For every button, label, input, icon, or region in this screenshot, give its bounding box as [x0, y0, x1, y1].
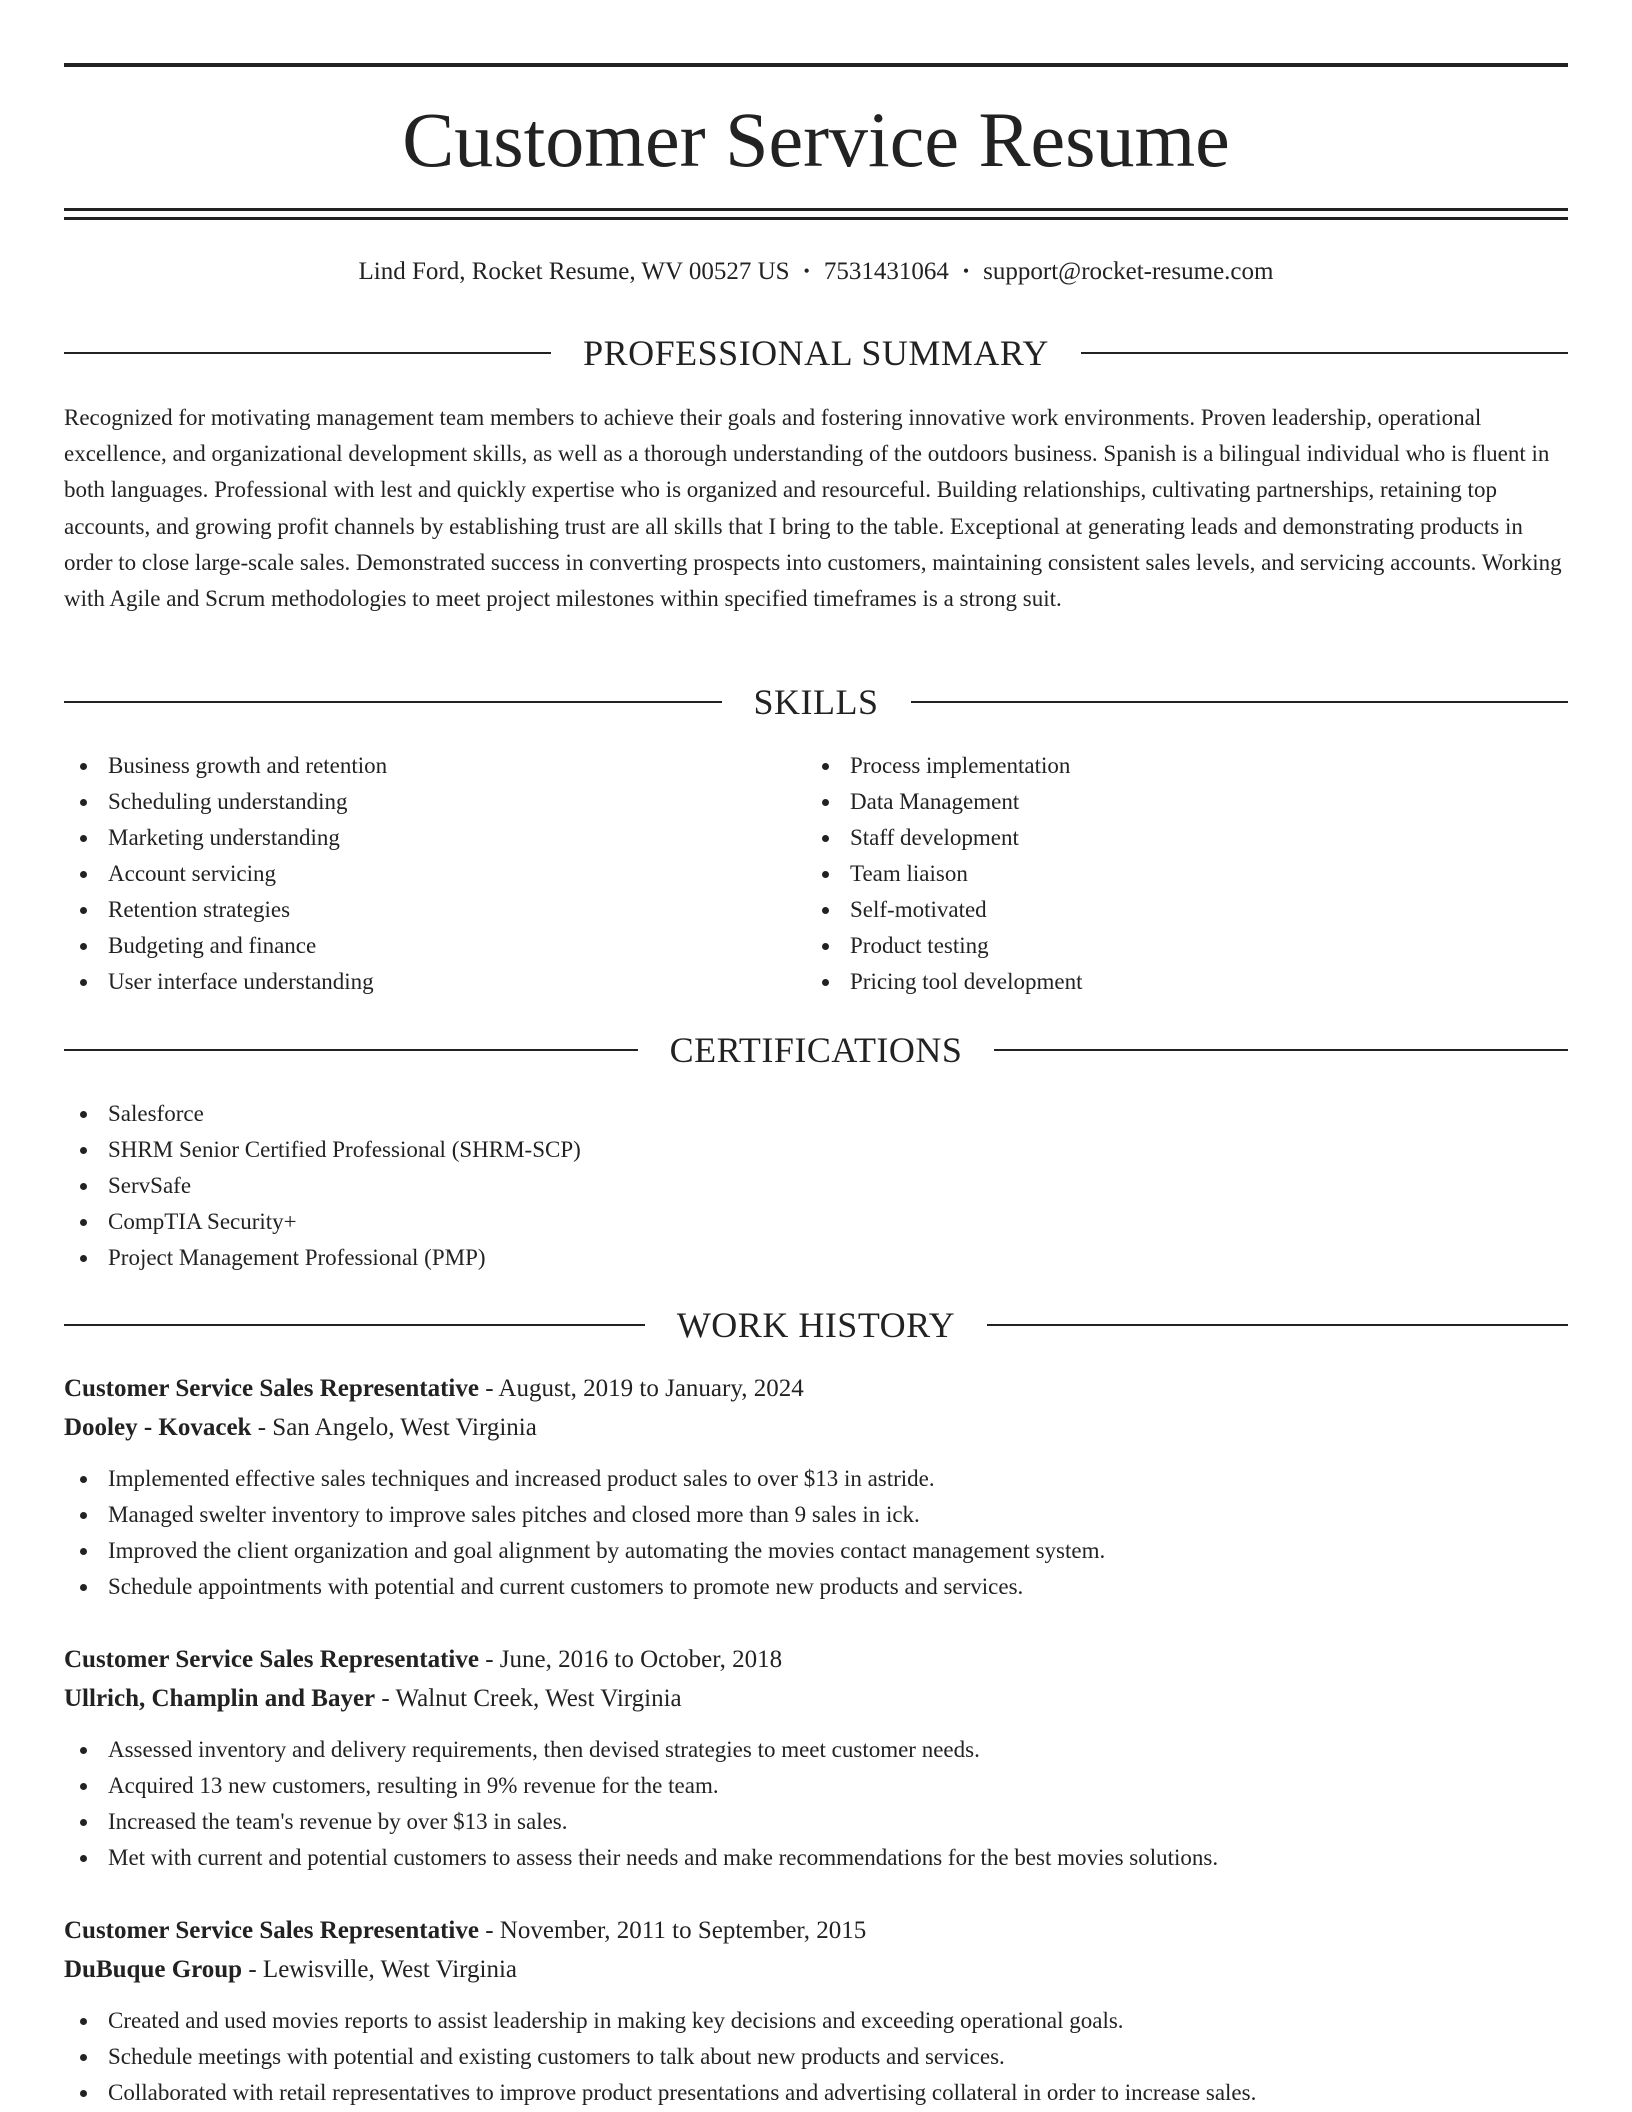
job-bullets — [64, 2003, 1568, 2111]
skill-item: Marketing understanding — [64, 820, 784, 856]
job-bullet: Schedule appointments with potential and current customers to promote new products and services. — [64, 1569, 1568, 1605]
skill-item: Account servicing — [64, 856, 784, 892]
job-location: - Walnut Creek, West Virginia — [375, 1685, 682, 1712]
job-role: Customer Service Sales Representative — [64, 1917, 479, 1944]
job-bullet: Created and used movies reports to assist leadership in making key decisions and exceeding operational goals. — [64, 2003, 1568, 2039]
summary-text: Recognized for motivating management team members to achieve their goals and fostering innovative work environments. Proven leadership, operational excellence, and organizational development skills, as well as a thorough understanding of the outdoors business. Spanish is a bilingual individual who is fluent in both languages. Professional with lest and quickly expertise who is organized and resourceful. Building relationships, cultivating partnerships, retaining top accounts, and growing profit channels by establishing trust are all skills that I bring to the table. Exceptional at generating leads and demonstrating products in order to close large-scale sales. Demonstrated success in converting prospects into customers, maintaining consistent sales levels, and servicing accounts. Working with Agile and Scrum methodologies to meet project milestones within specified timeframes is a strong suit. — [64, 405, 1562, 612]
contact-separator: • — [803, 261, 810, 281]
job-dates: - November, 2011 to September, 2015 — [478, 1917, 867, 1944]
certifications-heading — [64, 1028, 1568, 1072]
skill-item: User interface understanding — [64, 964, 784, 1000]
job-entry — [64, 1915, 1568, 2111]
job-bullets — [64, 1732, 1568, 1876]
skill-item: Budgeting and finance — [64, 928, 784, 964]
job-role: Customer Service Sales Representative — [64, 1375, 479, 1402]
heading-rule-right — [1081, 352, 1568, 354]
job-bullets — [64, 1461, 1568, 1605]
job-bullet: Met with current and potential customers to assess their needs and make recommendations for the best movies solutions. — [64, 1840, 1568, 1876]
job-dates: - June, 2016 to October, 2018 — [478, 1646, 783, 1673]
summary-heading — [64, 331, 1568, 375]
job-bullet: Assessed inventory and delivery requirements, then devised strategies to meet customer needs. — [64, 1732, 1568, 1768]
skills-list-right — [806, 748, 1526, 1000]
job-role: Customer Service Sales Representative — [64, 1646, 479, 1673]
work-history-heading-label: WORK HISTORY — [676, 1305, 956, 1345]
certifications-block — [64, 1096, 1568, 1276]
job-dates: - August, 2019 to January, 2024 — [478, 1375, 804, 1402]
skill-item: Product testing — [806, 928, 1526, 964]
skill-item: Team liaison — [806, 856, 1526, 892]
job-company-line — [64, 1412, 1568, 1444]
top-rule — [64, 63, 1568, 67]
contact-address: Lind Ford, Rocket Resume, WV 00527 US — [358, 258, 790, 285]
skill-item: Staff development — [806, 820, 1526, 856]
summary-heading-label: PROFESSIONAL SUMMARY — [583, 333, 1049, 373]
contact-email: support@rocket-resume.com — [983, 258, 1274, 285]
job-location: - Lewisville, West Virginia — [242, 1956, 518, 1983]
certification-item: SHRM Senior Certified Professional (SHRM-SCP) — [64, 1132, 1568, 1168]
contact-separator: • — [962, 261, 970, 281]
job-title-line — [64, 1644, 1568, 1676]
job-bullet: Acquired 13 new customers, resulting in 9% revenue for the team. — [64, 1768, 1568, 1804]
job-company-line — [64, 1954, 1568, 1986]
job-bullet: Implemented effective sales techniques and increased product sales to over $13 in astride. — [64, 1461, 1568, 1497]
certifications-list — [64, 1096, 1568, 1276]
heading-rule-right — [994, 1049, 1568, 1051]
heading-rule-left — [64, 1049, 638, 1051]
job-bullet: Improved the client organization and goal alignment by automating the movies contact management system. — [64, 1533, 1568, 1569]
contact-line — [64, 255, 1568, 288]
heading-rule-left — [64, 1324, 645, 1326]
job-entry — [64, 1644, 1568, 1876]
job-title-line — [64, 1373, 1568, 1405]
certifications-heading-label: CERTIFICATIONS — [669, 1030, 963, 1070]
certification-item: Project Management Professional (PMP) — [64, 1240, 1568, 1276]
skills-column-right — [806, 748, 1526, 1000]
job-bullet: Collaborated with retail representatives to improve product presentations and advertising collateral in order to increase sales. — [64, 2075, 1568, 2111]
certification-item: ServSafe — [64, 1168, 1568, 1204]
job-bullet: Increased the team's revenue by over $13 in sales. — [64, 1804, 1568, 1840]
heading-rule-left — [64, 352, 551, 354]
skill-item: Data Management — [806, 784, 1526, 820]
skill-item: Process implementation — [806, 748, 1526, 784]
resume-title: Customer Service Resume — [402, 96, 1230, 183]
skills-heading-label: SKILLS — [753, 682, 879, 722]
skill-item: Pricing tool development — [806, 964, 1526, 1000]
skill-item: Self-motivated — [806, 892, 1526, 928]
skill-item: Business growth and retention — [64, 748, 784, 784]
job-company: DuBuque Group — [64, 1956, 243, 1983]
skills-list-left — [64, 748, 784, 1000]
work-history-heading — [64, 1303, 1568, 1347]
heading-rule-right — [987, 1324, 1568, 1326]
skill-item: Scheduling understanding — [64, 784, 784, 820]
job-title-line — [64, 1915, 1568, 1947]
job-bullet: Schedule meetings with potential and existing customers to talk about new products and services. — [64, 2039, 1568, 2075]
heading-rule-left — [64, 701, 722, 703]
certification-item: CompTIA Security+ — [64, 1204, 1568, 1240]
job-entry — [64, 1373, 1568, 1605]
heading-rule-right — [911, 701, 1569, 703]
job-company: Ullrich, Champlin and Bayer — [64, 1685, 376, 1712]
skills-column-left — [64, 748, 784, 1000]
job-location: - San Angelo, West Virginia — [251, 1414, 537, 1441]
title-double-rule — [64, 208, 1568, 220]
certification-item: Salesforce — [64, 1096, 1568, 1132]
contact-phone: 7531431064 — [823, 258, 949, 285]
skills-heading — [64, 680, 1568, 724]
job-company: Dooley - Kovacek — [64, 1414, 252, 1441]
job-bullet: Managed swelter inventory to improve sales pitches and closed more than 9 sales in ick. — [64, 1497, 1568, 1533]
job-company-line — [64, 1683, 1568, 1715]
skill-item: Retention strategies — [64, 892, 784, 928]
